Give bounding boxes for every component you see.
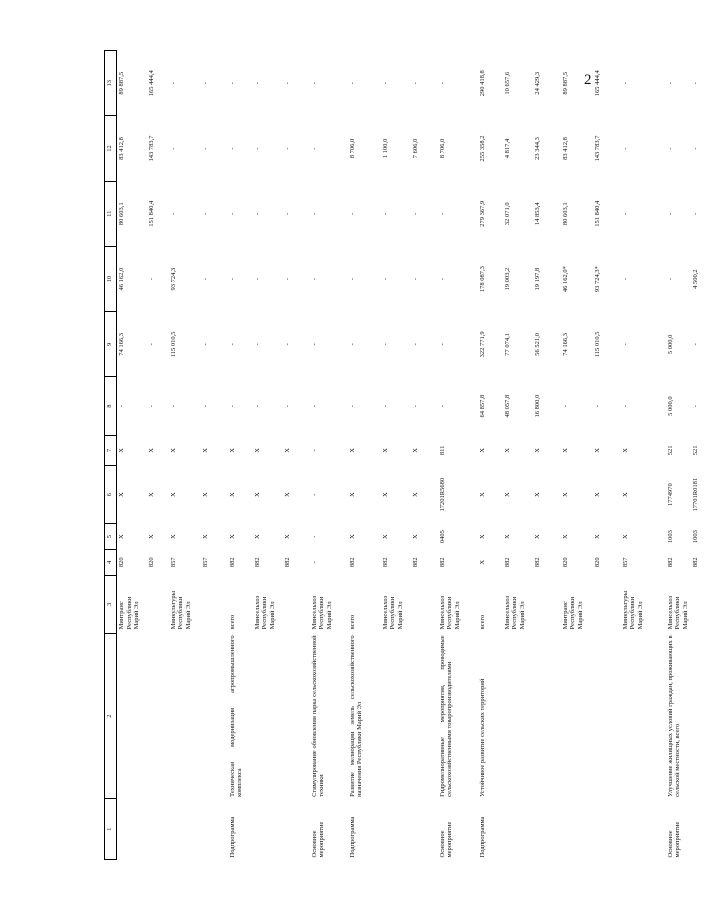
table-cell-col4: 857	[621, 557, 629, 568]
table-cell-col7: X	[118, 448, 125, 453]
header-cell: 6	[105, 466, 117, 524]
table-cell-col3: Минсельхоз Республики Марий Эл	[253, 595, 276, 630]
table-cell-col3: Минсельхоз Республики Марий Эл	[666, 595, 689, 630]
table-cell-col7: X	[411, 448, 419, 453]
table-cell-col9: -	[201, 343, 209, 346]
table-cell-col13: -	[381, 82, 389, 85]
table-cell-col6: -	[310, 493, 318, 496]
table-cell-col5: X	[201, 534, 209, 539]
table-cell-col10: -	[666, 277, 674, 281]
table-row	[381, 51, 411, 860]
table-cell-col7: 811	[438, 445, 446, 456]
table-cell-col9: -	[147, 343, 155, 346]
table-cell-col3	[533, 575, 561, 633]
table-cell-col2: Гидромелиоративные мероприятия, проводимые сельскохозяйственными товаропроизводителями	[438, 635, 453, 797]
table-cell-col3: Минсельхоз Республики Марий Эл	[310, 595, 333, 630]
table-cell-col5: X	[348, 534, 356, 539]
table-row	[473, 51, 503, 860]
table-row	[533, 51, 561, 860]
table-cell-col1	[561, 799, 593, 860]
table-cell-col9: -	[253, 343, 261, 346]
table-cell-col1: Основное мероприятие	[666, 821, 681, 858]
table-cell-col11: 14 853,4	[533, 202, 541, 226]
table-cell-col5: X	[478, 534, 486, 539]
table-cell-col11: 80 603,1	[561, 202, 569, 226]
table-cell-col1	[283, 799, 305, 860]
table-cell-col12: 83 412,8	[118, 137, 125, 160]
table-cell-col6: X	[348, 492, 356, 498]
table-cell-col6: X	[169, 492, 177, 498]
header-cell: 7	[105, 435, 117, 465]
table-cell-col10: -	[411, 277, 419, 281]
table-cell-col12: 1 100,0	[381, 138, 389, 159]
table-cell-col4: 857	[201, 557, 209, 568]
table-cell-col3	[593, 575, 621, 633]
table-cell-col11: -	[283, 212, 291, 215]
table-cell-col13: 89 887,5	[118, 71, 125, 95]
table-cell-col13: 290 418,8	[478, 70, 486, 97]
table-cell-col12: 83 412,8	[561, 137, 569, 160]
table-cell-col8: -	[169, 405, 177, 408]
table-cell-col11: -	[228, 212, 236, 215]
table-cell-col5: X	[533, 534, 541, 539]
table-cell-col5: X	[169, 534, 177, 539]
table-cell-col11: -	[348, 212, 356, 215]
budget-table	[104, 50, 717, 860]
table-cell-col8: -	[253, 405, 261, 408]
table-cell-col6: X	[283, 492, 291, 498]
table-cell-col12: -	[310, 147, 318, 150]
header-cell: 10	[105, 246, 117, 311]
table-cell-col9: -	[381, 343, 389, 346]
table-cell-col3: всего	[478, 614, 486, 630]
table-cell-col6: 1774970	[666, 483, 674, 507]
table-cell-col3: Минтранс Республики Марий Эл	[118, 596, 140, 630]
table-cell-col9: 115 010,5	[593, 331, 601, 358]
table-cell-col6: X	[381, 492, 389, 498]
table-row	[223, 51, 253, 860]
table-cell-col10: 46 162,0	[118, 267, 125, 291]
table-cell-col7: X	[201, 448, 209, 453]
table-cell-col6: X	[503, 492, 511, 498]
table-cell-col3	[283, 575, 305, 633]
table-cell-col7: 521	[666, 445, 674, 456]
table-cell-col7: X	[283, 448, 291, 453]
table-cell-col1	[201, 799, 223, 860]
table-cell-col11: -	[201, 212, 209, 215]
table-cell-col11: -	[310, 212, 318, 215]
table-cell-col2	[169, 633, 201, 799]
header-cell: 4	[105, 549, 117, 575]
table-cell-col12: 143 783,7	[147, 135, 155, 162]
table-cell-col6: X	[561, 492, 569, 498]
table-row	[691, 51, 717, 860]
table-cell-col5: X	[283, 534, 291, 539]
table-cell-col12: -	[201, 147, 209, 150]
table-cell-col7: X	[169, 448, 177, 453]
table-cell-col4: 882	[438, 557, 446, 568]
table-cell-col10: -	[228, 277, 236, 281]
table-cell-col2	[253, 633, 283, 799]
header-cell: 13	[105, 51, 117, 116]
table-cell-col13: -	[348, 82, 356, 85]
table-cell-col8: -	[228, 405, 236, 408]
table-cell-col13: -	[621, 82, 629, 85]
table-cell-col5: X	[621, 534, 629, 539]
table-cell-col3: всего	[348, 614, 356, 630]
table-cell-col6: X	[593, 492, 601, 498]
table-cell-col13: -	[411, 82, 419, 85]
table-row	[117, 51, 147, 860]
table-cell-col6: X	[533, 492, 541, 498]
table-cell-col2: Развитие мелиорации земель сельскохозяйственного назначения Республики Марий Эл	[348, 635, 363, 797]
table-cell-col12: -	[169, 147, 177, 150]
table-cell-col3: Минтранс Республики Марий Эл	[561, 596, 584, 630]
table-cell-col7: X	[593, 448, 601, 453]
table-cell-col4: 882	[381, 557, 389, 568]
table-row	[561, 51, 593, 860]
table-cell-col2: Устойчивое развитие сельских территорий	[478, 678, 486, 797]
table-cell-col10: 19 197,8	[533, 267, 541, 291]
table-cell-col12: -	[666, 147, 674, 150]
table-cell-col3: Минкультуры Республики Марий Эл	[621, 591, 644, 630]
table-cell-col11: -	[666, 212, 674, 215]
table-cell-col11: -	[411, 212, 419, 215]
table-cell-col8: 64 857,8	[478, 394, 486, 418]
table-cell-col11: 151 840,4	[147, 200, 155, 227]
table-cell-col5: X	[381, 534, 389, 539]
table-cell-col5: X	[118, 534, 125, 539]
table-cell-col6: X	[411, 492, 419, 498]
table-cell-col11: -	[621, 212, 629, 215]
table-cell-col1	[691, 799, 717, 860]
table-cell-col6: X	[147, 492, 155, 498]
table-cell-col13: -	[169, 82, 177, 85]
table-cell-col8: -	[411, 405, 419, 408]
table-cell-col9: 77 074,1	[503, 332, 511, 356]
table-row	[343, 51, 381, 860]
table-cell-col2	[691, 633, 717, 799]
table-cell-col9: -	[621, 343, 629, 346]
table-cell-col1	[253, 799, 283, 860]
table-cell-col8: -	[381, 405, 389, 408]
table-cell-col1	[117, 799, 147, 860]
table-cell-col9: -	[228, 343, 236, 346]
table-cell-col7: X	[381, 448, 389, 453]
table-cell-col13: -	[666, 82, 674, 85]
table-cell-col9: -	[411, 343, 419, 346]
table-cell-col5: 1003	[666, 530, 674, 544]
table-row	[169, 51, 201, 860]
header-row	[105, 51, 117, 860]
table-cell-col4: 820	[561, 557, 569, 568]
table-cell-col10: 46 162,0*	[561, 266, 569, 293]
table-cell-col10: -	[621, 277, 629, 281]
table-cell-col5: X	[561, 534, 569, 539]
table-cell-col9: -	[438, 343, 446, 346]
table-cell-col9: 5 000,0	[666, 334, 674, 355]
table-cell-col7: 521	[691, 445, 699, 456]
table-body	[117, 51, 717, 860]
table-cell-col8: -	[438, 405, 446, 408]
table-cell-col6: X	[118, 492, 125, 498]
header-cell: 3	[105, 575, 117, 633]
header-cell: 1	[105, 799, 117, 860]
table-cell-col12: 255 358,2	[478, 135, 486, 162]
table-cell-col4: 882	[533, 557, 541, 568]
table-cell-col3	[411, 575, 433, 633]
table-cell-col12: 8 706,0	[348, 138, 356, 159]
table-cell-col7: X	[348, 448, 356, 453]
table-cell-col2	[381, 633, 411, 799]
table-cell-col11: 151 840,4	[593, 200, 601, 227]
table-cell-col4: 882	[283, 557, 291, 568]
table-cell-col5: -	[310, 535, 318, 538]
table-cell-col2	[621, 633, 661, 799]
table-cell-col6: 17701R0181	[691, 477, 699, 512]
header-cell: 2	[105, 633, 117, 799]
table-cell-col5: X	[503, 534, 511, 539]
table-row	[283, 51, 305, 860]
table-cell-col9: -	[348, 343, 356, 346]
table-cell-col2	[593, 633, 621, 799]
table-cell-col11: -	[438, 212, 446, 215]
table-cell-col2	[147, 633, 169, 799]
table-cell-col2	[503, 633, 533, 799]
table-row	[503, 51, 533, 860]
table-cell-col4: 882	[691, 557, 699, 568]
page-number: 2	[584, 72, 592, 88]
table-cell-col13: -	[438, 82, 446, 85]
table-cell-col3: Минсельхоз Республики Марий Эл	[503, 595, 526, 630]
table-cell-col4: 882	[253, 557, 261, 568]
table-cell-col1	[533, 799, 561, 860]
table-row	[661, 51, 691, 860]
header-cell: 8	[105, 377, 117, 435]
table-cell-col8: 16 800,0	[533, 394, 541, 418]
table-cell-col1: Подпрограмма	[348, 816, 356, 858]
table-cell-col10: -	[283, 277, 291, 281]
header-cell: 11	[105, 181, 117, 246]
table-cell-col7: X	[228, 448, 236, 453]
table-cell-col1	[147, 799, 169, 860]
table-cell-col1: Подпрограмма	[478, 816, 486, 858]
table-cell-col1	[169, 799, 201, 860]
table-cell-col10: -	[438, 277, 446, 281]
header-cell: 5	[105, 524, 117, 550]
table-cell-col1	[621, 799, 661, 860]
table-cell-col10: 178 087,3	[478, 266, 486, 293]
table-cell-col3	[691, 575, 717, 633]
table-cell-col12: -	[283, 147, 291, 150]
table-cell-col12: 7 606,0	[411, 138, 419, 159]
table-row	[411, 51, 433, 860]
table-cell-col11: 279 367,9	[478, 200, 486, 227]
table-cell-col4: 882	[228, 557, 236, 568]
table-cell-col3: Минсельхоз Республики Марий Эл	[381, 595, 404, 630]
table-cell-col12: -	[691, 147, 699, 150]
table-cell-col8: 48 057,8	[503, 394, 511, 418]
table-cell-col7: X	[147, 448, 155, 453]
table-cell-col12: 23 344,3	[533, 137, 541, 160]
table-cell-col11: -	[691, 212, 699, 215]
table-cell-col8: -	[201, 405, 209, 408]
table-cell-col1	[593, 799, 621, 860]
table-row	[305, 51, 343, 860]
table-cell-col4: X	[478, 559, 486, 565]
table-cell-col10: -	[381, 277, 389, 281]
table-cell-col8: -	[118, 405, 125, 408]
table-cell-col8: -	[310, 405, 318, 408]
table-cell-col12: -	[621, 147, 629, 150]
table-cell-col4: 882	[411, 557, 419, 568]
table-cell-col6: X	[621, 492, 629, 498]
table-cell-col7: X	[253, 448, 261, 453]
table-cell-col13: 24 429,3	[533, 71, 541, 95]
table-cell-col8: -	[283, 405, 291, 408]
table-cell-col7: X	[503, 448, 511, 453]
table-row	[433, 51, 473, 860]
table-cell-col1	[411, 799, 433, 860]
table-cell-col9: 74 166,3	[118, 332, 125, 356]
table-cell-col5: X	[253, 534, 261, 539]
table-cell-col13: -	[201, 82, 209, 85]
table-row	[253, 51, 283, 860]
table-cell-col6: X	[228, 492, 236, 498]
table-cell-col4: -	[310, 561, 318, 564]
header-cell: 9	[105, 312, 117, 377]
table-cell-col11: -	[381, 212, 389, 215]
table-cell-col7: X	[561, 448, 569, 453]
table-cell-col2: Стимулирование обновления парка сельскохозяйственной техники	[310, 635, 325, 797]
table-cell-col10: 93 724,3*	[593, 266, 601, 293]
table-cell-col8: -	[593, 405, 601, 408]
table-cell-col3: всего	[228, 614, 236, 630]
table-cell-col6: X	[201, 492, 209, 498]
table-cell-col9: -	[691, 343, 699, 346]
table-cell-col12: -	[253, 147, 261, 150]
table-cell-col10: -	[253, 277, 261, 281]
table-cell-col1: Подпрограмма	[228, 816, 236, 858]
table-row	[147, 51, 169, 860]
table-cell-col12: 4 817,4	[503, 138, 511, 159]
table-cell-col8: -	[348, 405, 356, 408]
table-cell-col10: -	[147, 277, 155, 281]
table-cell-col3	[201, 575, 223, 633]
table-cell-col10: 19 003,2	[503, 267, 511, 291]
table-cell-col6: X	[478, 492, 486, 498]
table-cell-col7: X	[478, 448, 486, 453]
table-cell-col9: -	[310, 343, 318, 346]
table-cell-col13: -	[253, 82, 261, 85]
table-cell-col5: X	[593, 534, 601, 539]
table-cell-col11: -	[253, 212, 261, 215]
table-cell-col9: 115 010,5	[169, 331, 177, 358]
table-cell-col5: X	[228, 534, 236, 539]
table-cell-col2: Улучшение жилищных условий граждан, проживающих в сельской местности, всего	[666, 635, 681, 797]
table-cell-col4: 882	[348, 557, 356, 568]
table-cell-col3	[147, 575, 169, 633]
table-cell-col5: X	[411, 534, 419, 539]
table-cell-col8: -	[691, 405, 699, 408]
table-cell-col4: 820	[593, 557, 601, 568]
table-cell-col7: X	[621, 448, 629, 453]
table-cell-col5: 1003	[691, 530, 699, 544]
table-cell-col1: Основное мероприятие	[438, 821, 453, 858]
table-cell-col12: 8 706,0	[438, 138, 446, 159]
table-cell-col12: 143 783,7	[593, 135, 601, 162]
table-cell-col8: -	[621, 405, 629, 408]
table-cell-col13: 165 444,4	[593, 70, 601, 97]
table-row	[621, 51, 661, 860]
table-cell-col2: Техническая модернизация агропромышленного комплекса	[228, 635, 243, 797]
table-cell-col4: 857	[169, 557, 177, 568]
table-cell-col9: 322 771,9	[478, 331, 486, 358]
table-cell-col9: -	[283, 343, 291, 346]
table-cell-col13: 89 887,5	[561, 71, 569, 95]
table-cell-col12: -	[228, 147, 236, 150]
table-cell-col7: -	[310, 449, 318, 452]
table-cell-col11: 80 603,1	[118, 202, 125, 226]
table-cell-col8: -	[561, 405, 569, 408]
table-cell-col9: 56 521,0	[533, 332, 541, 356]
table-cell-col4: 882	[503, 557, 511, 568]
table-cell-col2	[201, 633, 223, 799]
table-cell-col11: -	[169, 212, 177, 215]
table-cell-col13: -	[283, 82, 291, 85]
table-cell-col7: X	[533, 448, 541, 453]
table-cell-col5: X	[147, 534, 155, 539]
table-cell-col5: 0405	[438, 530, 446, 544]
table-cell-col2	[283, 633, 305, 799]
table-cell-col4: 820	[147, 557, 155, 568]
table-cell-col8: -	[147, 405, 155, 408]
table-cell-col4: 882	[666, 557, 674, 568]
table-cell-col13: -	[310, 82, 318, 85]
table-cell-col2	[561, 633, 593, 799]
table-cell-col1	[381, 799, 411, 860]
table-row	[201, 51, 223, 860]
table-cell-col13: 10 657,6	[503, 71, 511, 95]
table-cell-col6: X	[253, 492, 261, 498]
table-cell-col11: 32 071,0	[503, 202, 511, 226]
table-row	[593, 51, 621, 860]
table-cell-col10: 4 500,2	[691, 269, 699, 289]
table-cell-col9: 74 166,3	[561, 332, 569, 356]
table-cell-col1	[503, 799, 533, 860]
table-cell-col4: 820	[118, 557, 125, 568]
rotated-table-container	[104, 50, 699, 860]
table-cell-col10: -	[348, 277, 356, 281]
table-cell-col10: -	[310, 277, 318, 281]
table-cell-col13: -	[228, 82, 236, 85]
table-cell-col10: 93 724,3	[169, 267, 177, 291]
table-cell-col3: Минкультуры Республики Марий Эл	[169, 591, 192, 630]
table-cell-col2	[117, 633, 147, 799]
table-cell-col2	[411, 633, 433, 799]
header-cell: 12	[105, 116, 117, 181]
table-cell-col6: 17201R5680	[438, 477, 446, 512]
table-cell-col8: 5 000,0	[666, 396, 674, 416]
table-cell-col13: -	[691, 82, 699, 85]
table-cell-col10: -	[201, 277, 209, 281]
table-cell-col13: 165 444,4	[147, 70, 155, 97]
table-cell-col3: Минсельхоз Республики Марий Эл	[438, 595, 461, 630]
table-cell-col2	[533, 633, 561, 799]
table-cell-col1: Основное мероприятие	[310, 821, 325, 858]
